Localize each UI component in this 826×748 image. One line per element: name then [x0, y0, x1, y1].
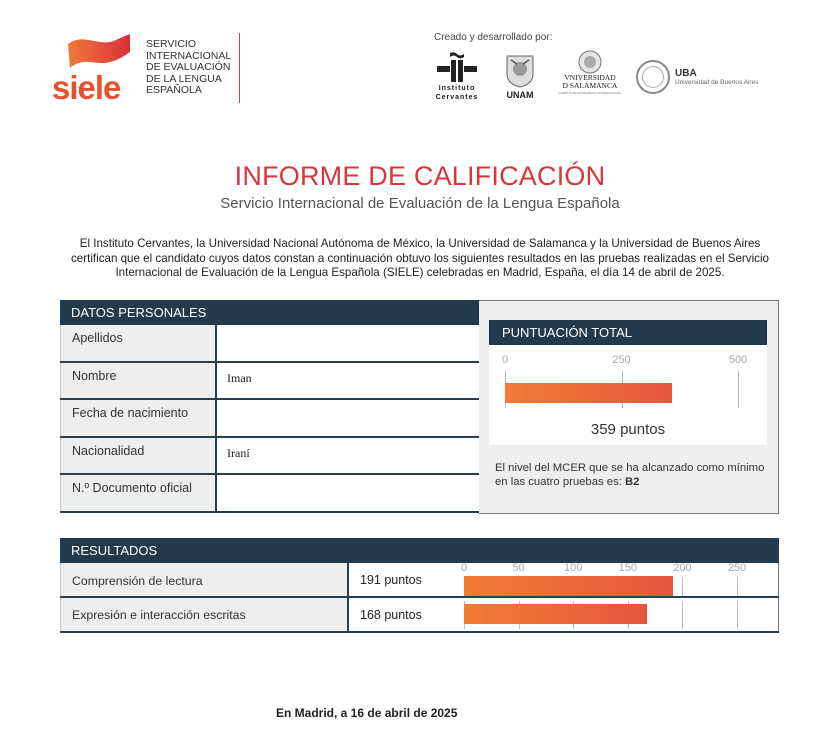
salamanca-logo	[557, 50, 623, 95]
field-label: Fecha de nacimiento	[60, 400, 217, 436]
logo-line: INTERNACIONAL	[146, 49, 232, 62]
field-value	[217, 325, 479, 361]
total-score-label: 359 puntos	[590, 421, 666, 438]
result-axis-gridline	[737, 577, 738, 596]
cervantes-line2: Cervantes	[435, 94, 479, 101]
uba-seal-icon	[636, 60, 670, 94]
total-axis-tick-label: 0	[501, 354, 509, 366]
logo-line: ESPAÑOLA	[146, 84, 202, 96]
logo-divider	[239, 33, 240, 103]
total-score-heading: PUNTUACIÓN TOTAL	[489, 320, 767, 345]
result-points: 168 puntos	[349, 598, 461, 631]
siele-logo-subtitle	[146, 39, 231, 97]
result-axis-tick-label: 150	[618, 562, 637, 574]
result-bar-chart	[461, 598, 779, 631]
result-row-reading	[60, 563, 779, 598]
personal-row-birthdate	[60, 400, 479, 438]
document-title: INFORME DE CALIFICACIÓN	[234, 161, 606, 191]
salamanca-line2: D SALAMANCA	[562, 81, 618, 90]
result-score-bar	[464, 576, 673, 596]
siele-flag-icon	[66, 34, 132, 74]
total-score-card	[489, 320, 767, 445]
total-score-panel	[479, 300, 779, 514]
mcer-statement	[495, 461, 765, 489]
unam-label: UNAM	[506, 90, 534, 100]
total-score-bar	[505, 383, 672, 403]
salamanca-line1: VNIVERSIDAD	[564, 73, 616, 82]
cervantes-emblem-icon	[437, 52, 477, 84]
result-axis-gridline	[737, 601, 738, 629]
uba-subtitle: Universidad de Buenos Aires	[675, 79, 759, 86]
field-label: Apellidos	[60, 325, 217, 361]
instituto-cervantes-logo	[434, 52, 480, 102]
uba-title: UBA	[675, 68, 697, 79]
siele-logo-word: siele	[52, 69, 121, 106]
field-value	[217, 475, 479, 511]
mcer-text: El nivel del MCER que se ha alcanzado como mínimo en las cuatro pruebas es:	[495, 462, 765, 488]
field-label: N.º Documento oficial	[60, 475, 217, 511]
result-axis-gridline	[682, 601, 683, 629]
salamanca-seal-icon	[578, 50, 602, 74]
salamanca-tagline: CAMPUS DE EXCELENCIA INTERNACIONAL	[558, 91, 622, 95]
result-axis-tick-label: 250	[727, 562, 747, 574]
field-value: Iraní	[217, 438, 479, 474]
result-axis-tick-label: 200	[673, 562, 692, 574]
uba-logo	[636, 60, 766, 94]
logo-line: SERVICIO	[146, 38, 196, 50]
document-subtitle: Servicio Internacional de Evaluación de la Lengua Española	[220, 195, 620, 212]
logo-line: DE EVALUACIÓN	[146, 61, 231, 73]
field-label: Nombre	[60, 363, 217, 399]
result-points: 191 puntos	[349, 563, 461, 596]
field-label: Nacionalidad	[60, 438, 217, 474]
personal-row-nationality	[60, 438, 479, 476]
cervantes-line1: Instituto	[438, 85, 476, 92]
result-row-writing	[60, 598, 779, 633]
personal-row-document	[60, 475, 479, 513]
created-by-label: Creado y desarrollado por:	[434, 32, 553, 43]
personal-row-surname	[60, 325, 479, 363]
results-section	[60, 538, 779, 633]
personal-row-name	[60, 363, 479, 401]
certification-paragraph: El Instituto Cervantes, la Universidad Nacional Autónoma de México, la Universidad de Salamanca y la Universidad de Buenos Aires certifican que el candidato cuyos datos constan a continuación obtuvo los siguientes resultados en las pruebas realizadas en el Servicio Internacional de Evaluación de la Lengua Española (SIELE) celebradas en Madrid, España, el día 14 de abril de 2025.	[71, 237, 769, 279]
total-axis-gridline	[738, 371, 739, 408]
result-label: Expresión e interacción escritas	[60, 598, 349, 631]
field-value: Iman	[217, 363, 479, 399]
results-heading: RESULTADOS	[60, 538, 779, 563]
logo-line: DE LA LENGUA	[146, 72, 222, 85]
place-date: En Madrid, a 16 de abril de 2025	[276, 706, 458, 720]
personal-data-section	[60, 300, 479, 513]
unam-shield-icon	[505, 54, 535, 88]
total-axis-tick-label: 250	[612, 354, 631, 366]
field-value	[217, 400, 479, 436]
mcer-level: B2	[625, 476, 640, 488]
result-bar-chart	[461, 563, 779, 596]
result-axis-tick-label: 100	[564, 562, 583, 574]
result-axis-tick-label: 0	[460, 562, 468, 574]
result-score-bar	[464, 604, 647, 624]
unam-logo	[503, 54, 537, 100]
result-label: Comprensión de lectura	[60, 563, 349, 596]
personal-data-heading: DATOS PERSONALES	[60, 300, 479, 325]
result-axis-gridline	[682, 577, 683, 596]
result-axis-tick-label: 50	[512, 562, 525, 574]
total-axis-tick-label: 500	[728, 354, 748, 366]
